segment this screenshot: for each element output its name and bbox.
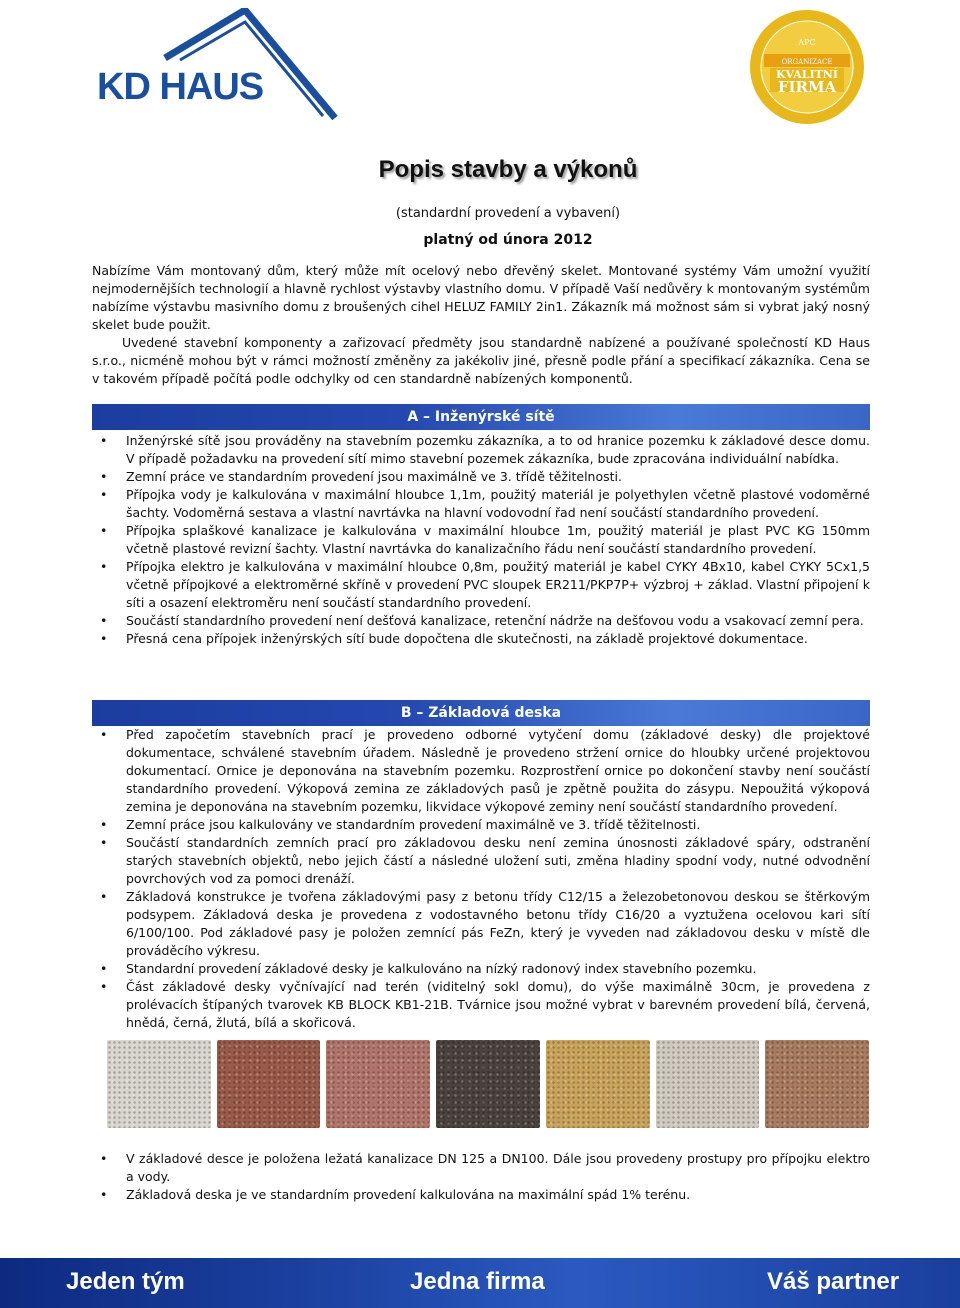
swatch-yellow: [546, 1040, 650, 1128]
list-item: • Základová deska je ve standardním provedení kalkulována na maximální spád 1% terénu.: [92, 1186, 870, 1204]
subtitle-standard: (standardní provedení a vybavení): [395, 206, 621, 221]
intro-text: [92, 262, 870, 388]
list-item: • Přípojka splaškové kanalizace je kalkulována v maximální hloubce 1m, použitý materiál je plast PVC KG 150mm včetně plastové revizní šachty. Vlastní navrtávka do kanalizačního řádu není součástí standardního provedení.: [92, 522, 870, 558]
list-item: • Přípojka elektro je kalkulována v maximální hloubce 0,8m, použitý materiál je kabel CYKY 4Bx10, kabel CYKY 5Cx1,5 včetně přípojkové a elektroměrné skříně v provedení PVC sloupek ER211/PKP7P+ výzbroj + základ. Vlastní připojení k síti a osazení elektroměru není součástí standardního provedení.: [92, 558, 870, 612]
intro-paragraph-1: Nabízíme Vám montovaný dům, který může mít ocelový nebo dřevěný skelet. Montované systémy Vám umožní využití nejmodernějších technologií a hlavně rychlost výstavby vlastního domu. V případě Vaší nedůvěry k montovaným systémům nabízíme výstavbu masivního domu z broušených cihel HELUZ FAMILY 2in1. Zákazník má možnost sám si vybrat jaký nosný skelet bude použit.: [92, 263, 870, 332]
logo-text: KD HAUS: [97, 66, 264, 108]
swatch-black: [436, 1040, 540, 1128]
list-item: • Zemní práce ve standardním provedení jsou maximálně ve 3. třídě těžitelnosti.: [92, 468, 870, 486]
section-b-list-continued: [92, 1150, 870, 1204]
list-item: • Základová konstrukce je tvořena základovými pasy z betonu třídy C12/15 a železobetonovou deskou se štěrkovým podsypem. Základová deska je provedena z vodostavného betonu třídy C16/20 a vyztužena ocelovou kari sítí 6/100/100. Pod základové pasy je položen zemnící pás FeZn, který je vyveden nad základovou desku v místě dle prováděcího výkresu.: [92, 888, 870, 960]
list-item: • Před započetím stavebních prací je provedeno odborné vytyčení domu (základové desky) dle projektové dokumentace, schválené stavebním úřadem. Následně je provedeno stržení ornice do hloubky určené projektovou dokumentací. Ornice je deponována na stavebním pozemku. Rozprostření ornice po dokončení stavby není součástí standardního provedení. Výkopová zemina ze základových pasů je zpětně použita do zásypu. Nepoužitá výkopová zemina je deponována na stavebním pozemku, likvidace výkopové zeminy není součástí standardního provedení.: [92, 726, 870, 816]
color-swatches: [107, 1040, 869, 1128]
swatch-red: [217, 1040, 321, 1128]
seal-line-2: ORGANIZACE: [781, 58, 833, 66]
footer-slogan-right: Váš partner: [767, 1268, 900, 1295]
quality-seal: [748, 8, 866, 126]
seal-line-3: KVALITNÍ: [775, 68, 839, 81]
list-item: • Inženýrské sítě jsou prováděny na stavebním pozemku zákazníka, a to od hranice pozemku k základové desce domu. V případě požadavku na provedení sítí mimo stavební pozemek zákazníka, bude zpracována individuální nabídka.: [92, 432, 870, 468]
footer-banner: [0, 1258, 960, 1308]
swatch-cinnamon: [765, 1040, 869, 1128]
section-b-header: B – Základová deska: [92, 700, 870, 726]
list-item: • Součástí standardních zemních prací pro základovou desku není zemina únosnosti základové spáry, odstranění starých stavebních objektů, nebo jejich částí a následné uložení suti, změna hladiny spodní vody, nutné odvodnění povrchových vod za pomoci drenáží.: [92, 834, 870, 888]
swatch-brown: [326, 1040, 430, 1128]
list-item: • V základové desce je položena ležatá kanalizace DN 125 a DN100. Dále jsou provedeny prostupy pro přípojku elektro a vody.: [92, 1150, 870, 1186]
subtitle-validity: platný od února 2012: [423, 232, 593, 248]
swatch-white: [107, 1040, 211, 1128]
list-item: • Součástí standardního provedení není dešťová kanalizace, retenční nádrže na dešťovou vodu a vsakovací zemní pera.: [92, 612, 870, 630]
footer-slogan-left: Jeden tým: [66, 1268, 185, 1295]
section-b-list: [92, 726, 870, 1032]
section-a-list: [92, 432, 870, 648]
seal-line-1: APC: [798, 38, 816, 47]
company-logo: [95, 8, 340, 126]
list-item: • Zemní práce jsou kalkulovány ve standardním provedení maximálně ve 3. třídě těžitelnosti.: [92, 816, 870, 834]
list-item: • Přípojka vody je kalkulována v maximální hloubce 1,1m, použitý materiál je polyethylen včetně plastové vodoměrné šachty. Vodoměrná sestava a vlastní navrtávka na hlavní vodovodní řad není součástí standardního provedení.: [92, 486, 870, 522]
page-title: Popis stavby a výkonů: [378, 156, 638, 183]
section-a-header: A – Inženýrské sítě: [92, 404, 870, 430]
footer-slogan-center: Jedna firma: [410, 1268, 545, 1295]
intro-paragraph-2: Uvedené stavební komponenty a zařizovací předměty jsou standardně nabízené a používané společností KD Haus s.r.o., nicméně mohou být v rámci možností změněny za jakékoliv jiné, přesně podle přání a specifikací zákazníka. Cena se v takovém případě počítá podle odchylky od cen standardně nabízených komponentů.: [92, 335, 870, 386]
seal-line-4: FIRMA: [777, 78, 837, 96]
list-item: • Část základové desky vyčnívající nad terén (viditelný sokl domu), do výše maximálně 30cm, je provedena z prolévacích štípaných tvarovek KB BLOCK KB1-21B. Tvárnice jsou možné vybrat v barevném provedení bílá, červená, hnědá, černá, žlutá, bílá a skořicová.: [92, 978, 870, 1032]
swatch-white-2: [656, 1040, 760, 1128]
list-item: • Přesná cena přípojek inženýrských sítí bude dopočtena dle skutečnosti, na základě projektové dokumentace.: [92, 630, 870, 648]
list-item: • Standardní provedení základové desky je kalkulováno na nízký radonový index stavebního pozemku.: [92, 960, 870, 978]
